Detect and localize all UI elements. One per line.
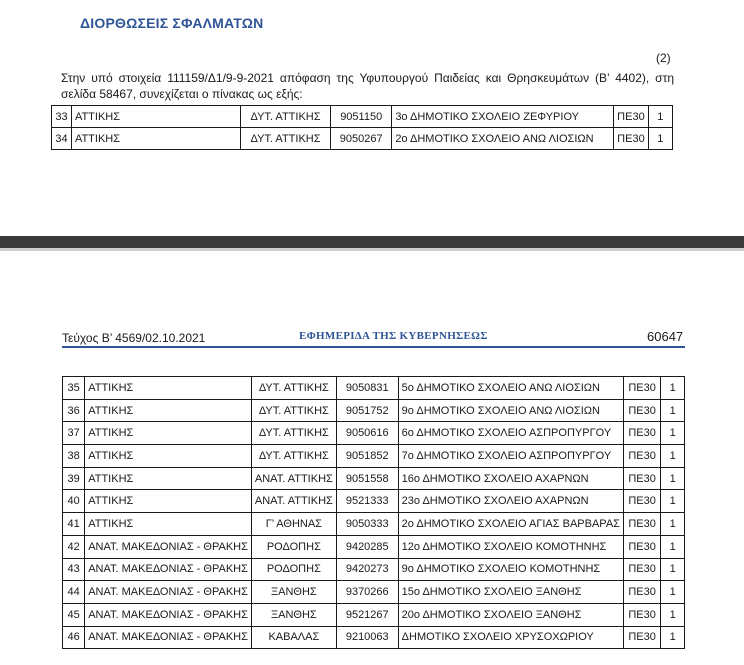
region-cell: ΑΤΤΙΚΗΣ: [85, 399, 252, 422]
specialty-cell: ΠΕ30: [623, 535, 660, 558]
directorate-cell: ΔΥΤ. ΑΤΤΙΚΗΣ: [251, 445, 336, 468]
row-number-cell: 45: [63, 603, 85, 626]
row-number-cell: 46: [63, 626, 85, 649]
table-row: [63, 535, 685, 558]
page-number: 60647: [647, 329, 684, 344]
region-cell: ΑΤΤΙΚΗΣ: [85, 422, 252, 445]
school-name-cell: 3ο ΔΗΜΟΤΙΚΟ ΣΧΟΛΕΙΟ ΖΕΦΥΡΙΟΥ: [392, 106, 614, 128]
school-name-cell: 9ο ΔΗΜΟΤΙΚΟ ΣΧΟΛΕΙΟ ΑΝΩ ΛΙΟΣΙΩΝ: [398, 399, 623, 422]
row-number-cell: 34: [52, 128, 72, 150]
specialty-cell: ΠΕ30: [623, 422, 660, 445]
school-code-cell: 9210063: [336, 626, 398, 649]
specialty-cell: ΠΕ30: [623, 513, 660, 536]
directorate-cell: ΔΥΤ. ΑΤΤΙΚΗΣ: [251, 399, 336, 422]
errata-heading: ΔΙΟΡΘΩΣΕΙΣ ΣΦΑΛΜΑΤΩΝ: [80, 15, 264, 31]
specialty-cell: ΠΕ30: [623, 626, 660, 649]
school-name-cell: 7ο ΔΗΜΟΤΙΚΟ ΣΧΟΛΕΙΟ ΑΣΠΡΟΠΥΡΓΟΥ: [398, 445, 623, 468]
positions-cell: 1: [661, 399, 685, 422]
table-row: [63, 377, 685, 400]
table-row: [63, 422, 685, 445]
school-name-cell: 16ο ΔΗΜΟΤΙΚΟ ΣΧΟΛΕΙΟ ΑΧΑΡΝΩΝ: [398, 467, 623, 490]
positions-cell: 1: [661, 445, 685, 468]
directorate-cell: ΞΑΝΘΗΣ: [251, 603, 336, 626]
specialty-cell: ΠΕ30: [623, 377, 660, 400]
region-cell: ΑΤΤΙΚΗΣ: [85, 467, 252, 490]
school-code-cell: 9370266: [336, 581, 398, 604]
header-rule: [62, 346, 685, 348]
row-number-cell: 38: [63, 445, 85, 468]
row-number-cell: 42: [63, 535, 85, 558]
school-name-cell: 23ο ΔΗΜΟΤΙΚΟ ΣΧΟΛΕΙΟ ΑΧΑΡΝΩΝ: [398, 490, 623, 513]
directorate-cell: Γ’ ΑΘΗΝΑΣ: [251, 513, 336, 536]
school-code-cell: 9521267: [336, 603, 398, 626]
row-number-cell: 43: [63, 558, 85, 581]
school-code-cell: 9051558: [336, 467, 398, 490]
positions-cell: 1: [661, 490, 685, 513]
region-cell: ΑΤΤΙΚΗΣ: [71, 106, 240, 128]
row-number-cell: 37: [63, 422, 85, 445]
school-code-cell: 9051752: [336, 399, 398, 422]
table-row: [63, 445, 685, 468]
errata-table: [51, 105, 673, 150]
table-row: [63, 467, 685, 490]
school-code-cell: 9420273: [336, 558, 398, 581]
specialty-cell: ΠΕ30: [623, 467, 660, 490]
table-row: [52, 106, 673, 128]
positions-cell: 1: [661, 535, 685, 558]
row-number-cell: 33: [52, 106, 72, 128]
positions-cell: 1: [661, 603, 685, 626]
specialty-cell: ΠΕ30: [623, 581, 660, 604]
school-code-cell: 9051150: [331, 106, 392, 128]
table-row: [63, 603, 685, 626]
region-cell: ΑΝΑΤ. ΜΑΚΕΔΟΝΙΑΣ - ΘΡΑΚΗΣ: [85, 535, 252, 558]
table-row: [52, 128, 673, 150]
note-number: (2): [656, 51, 671, 65]
row-number-cell: 35: [63, 377, 85, 400]
positions-cell: 1: [661, 377, 685, 400]
row-number-cell: 39: [63, 467, 85, 490]
row-number-cell: 44: [63, 581, 85, 604]
positions-cell: 1: [648, 128, 672, 150]
school-name-cell: 2ο ΔΗΜΟΤΙΚΟ ΣΧΟΛΕΙΟ ΑΓΙΑΣ ΒΑΡΒΑΡΑΣ: [398, 513, 623, 536]
school-name-cell: 5ο ΔΗΜΟΤΙΚΟ ΣΧΟΛΕΙΟ ΑΝΩ ΛΙΟΣΙΩΝ: [398, 377, 623, 400]
positions-cell: 1: [648, 106, 672, 128]
region-cell: ΑΤΤΙΚΗΣ: [71, 128, 240, 150]
directorate-cell: ΡΟΔΟΠΗΣ: [251, 558, 336, 581]
table-row: [63, 626, 685, 649]
directorate-cell: ΑΝΑΤ. ΑΤΤΙΚΗΣ: [251, 467, 336, 490]
region-cell: ΑΝΑΤ. ΜΑΚΕΔΟΝΙΑΣ - ΘΡΑΚΗΣ: [85, 581, 252, 604]
school-code-cell: 9050616: [336, 422, 398, 445]
region-cell: ΑΝΑΤ. ΜΑΚΕΔΟΝΙΑΣ - ΘΡΑΚΗΣ: [85, 626, 252, 649]
specialty-cell: ΠΕ30: [623, 558, 660, 581]
region-cell: ΑΤΤΙΚΗΣ: [85, 377, 252, 400]
directorate-cell: ΔΥΤ. ΑΤΤΙΚΗΣ: [241, 128, 331, 150]
region-cell: ΑΤΤΙΚΗΣ: [85, 490, 252, 513]
row-number-cell: 40: [63, 490, 85, 513]
row-number-cell: 41: [63, 513, 85, 536]
page-break-divider: [0, 236, 744, 248]
directorate-cell: ΡΟΔΟΠΗΣ: [251, 535, 336, 558]
school-name-cell: 12ο ΔΗΜΟΤΙΚΟ ΣΧΟΛΕΙΟ ΚΟΜΟΤΗΝΗΣ: [398, 535, 623, 558]
school-code-cell: 9521333: [336, 490, 398, 513]
directorate-cell: ΚΑΒΑΛΑΣ: [251, 626, 336, 649]
row-number-cell: 36: [63, 399, 85, 422]
directorate-cell: ΔΥΤ. ΑΤΤΙΚΗΣ: [251, 422, 336, 445]
school-code-cell: 9050831: [336, 377, 398, 400]
school-code-cell: 9420285: [336, 535, 398, 558]
directorate-cell: ΞΑΝΘΗΣ: [251, 581, 336, 604]
directorate-cell: ΑΝΑΤ. ΑΤΤΙΚΗΣ: [251, 490, 336, 513]
region-cell: ΑΝΑΤ. ΜΑΚΕΔΟΝΙΑΣ - ΘΡΑΚΗΣ: [85, 603, 252, 626]
specialty-cell: ΠΕ30: [623, 445, 660, 468]
positions-cell: 1: [661, 513, 685, 536]
region-cell: ΑΤΤΙΚΗΣ: [85, 513, 252, 536]
specialty-cell: ΠΕ30: [614, 106, 649, 128]
region-cell: ΑΝΑΤ. ΜΑΚΕΔΟΝΙΑΣ - ΘΡΑΚΗΣ: [85, 558, 252, 581]
gazette-title: ΕΦΗΜΕΡΙΔΑ ΤΗΣ ΚΥΒΕΡΝΗΣΕΩΣ: [299, 330, 488, 342]
specialty-cell: ΠΕ30: [623, 399, 660, 422]
table-row: [63, 513, 685, 536]
region-cell: ΑΤΤΙΚΗΣ: [85, 445, 252, 468]
school-name-cell: 9ο ΔΗΜΟΤΙΚΟ ΣΧΟΛΕΙΟ ΚΟΜΟΤΗΝΗΣ: [398, 558, 623, 581]
school-name-cell: 6ο ΔΗΜΟΤΙΚΟ ΣΧΟΛΕΙΟ ΑΣΠΡΟΠΥΡΓΟΥ: [398, 422, 623, 445]
schools-table: [62, 376, 685, 649]
errata-paragraph: Στην υπό στοιχεία 111159/Δ1/9-9-2021 απόφαση της Υφυπουργού Παιδείας και Θρησκευμάτων (Β’ 4402), στη σελίδα 58467, συνεχίζεται ο πίνακας ως εξής:: [61, 71, 674, 101]
specialty-cell: ΠΕ30: [623, 603, 660, 626]
specialty-cell: ΠΕ30: [614, 128, 649, 150]
table-row: [63, 490, 685, 513]
positions-cell: 1: [661, 558, 685, 581]
school-code-cell: 9051852: [336, 445, 398, 468]
directorate-cell: ΔΥΤ. ΑΤΤΙΚΗΣ: [251, 377, 336, 400]
cut-off-text-line: [62, 656, 685, 665]
table-row: [63, 558, 685, 581]
school-code-cell: 9050267: [331, 128, 392, 150]
table-row: [63, 581, 685, 604]
school-name-cell: 2ο ΔΗΜΟΤΙΚΟ ΣΧΟΛΕΙΟ ΑΝΩ ΛΙΟΣΙΩΝ: [392, 128, 614, 150]
school-name-cell: 20ο ΔΗΜΟΤΙΚΟ ΣΧΟΛΕΙΟ ΞΑΝΘΗΣ: [398, 603, 623, 626]
school-code-cell: 9050333: [336, 513, 398, 536]
positions-cell: 1: [661, 422, 685, 445]
school-name-cell: ΔΗΜΟΤΙΚΟ ΣΧΟΛΕΙΟ ΧΡΥΣΟΧΩΡΙΟΥ: [398, 626, 623, 649]
directorate-cell: ΔΥΤ. ΑΤΤΙΚΗΣ: [241, 106, 331, 128]
positions-cell: 1: [661, 467, 685, 490]
school-name-cell: 15ο ΔΗΜΟΤΙΚΟ ΣΧΟΛΕΙΟ ΞΑΝΘΗΣ: [398, 581, 623, 604]
table-row: [63, 399, 685, 422]
positions-cell: 1: [661, 626, 685, 649]
positions-cell: 1: [661, 581, 685, 604]
specialty-cell: ΠΕ30: [623, 490, 660, 513]
page-break-shadow: [0, 248, 744, 251]
issue-label: Τεύχος Β’ 4569/02.10.2021: [62, 331, 206, 345]
